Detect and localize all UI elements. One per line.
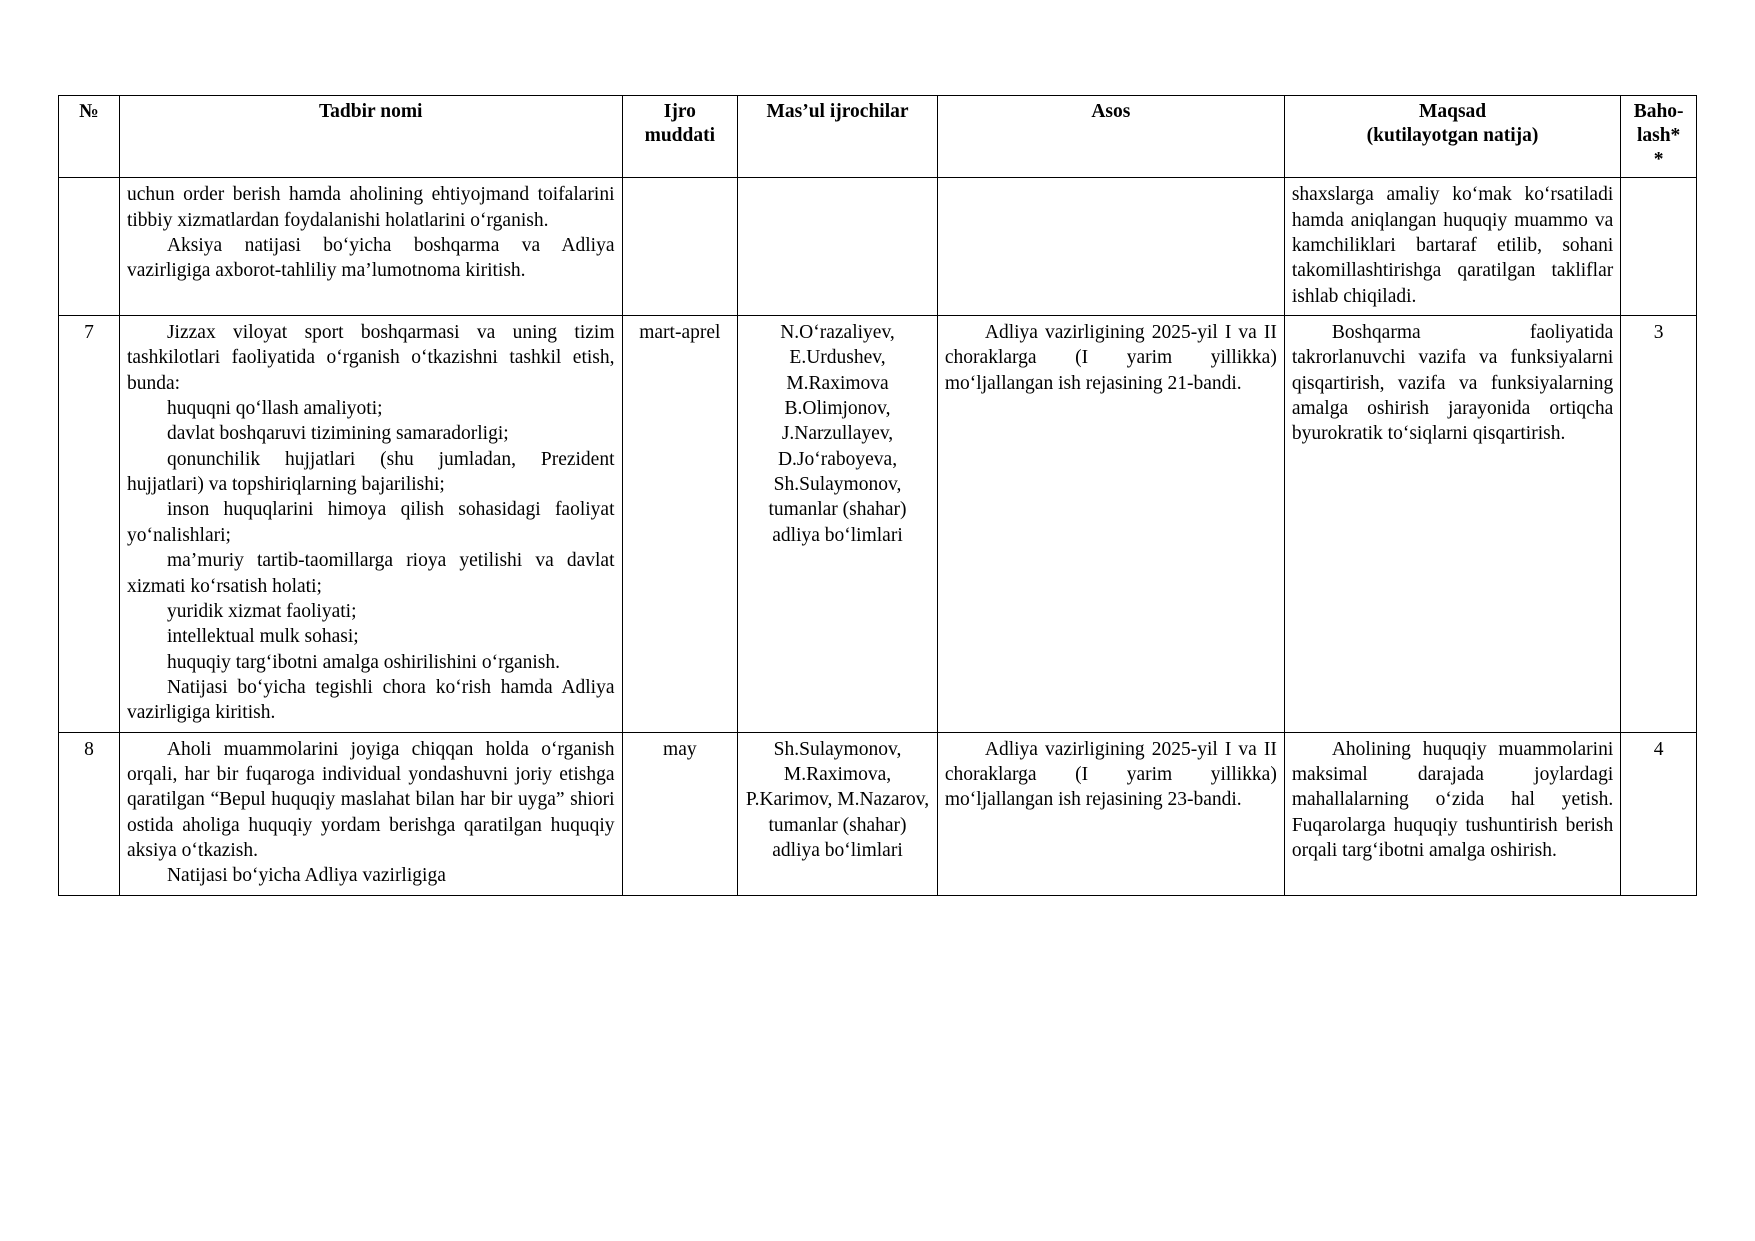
measure-paragraph: Jizzax viloyat sport boshqarmasi va uning tizim tashkilotlari faoliyatida o‘rganish o‘tkazishni tashkil etish, bunda:	[126, 322, 615, 394]
cell-executors: N.O‘razaliyev, E.Urdushev, M.Raximova B.Olimjonov, J.Narzullayev, D.Jo‘raboyeva, Sh.Sulaymonov, tumanlar (shahar) adliya bo‘limlari	[738, 316, 938, 733]
cell-deadline: may	[622, 732, 738, 895]
measure-paragraph: davlat boshqaruvi tizimining samaradorligi;	[166, 423, 509, 445]
measure-paragraph: Natijasi bo‘yicha Adliya vazirligiga	[166, 865, 446, 887]
action-plan-table	[58, 95, 1697, 896]
cell-deadline: mart-aprel	[622, 316, 738, 733]
measure-paragraph: Natijasi bo‘yicha tegishli chora ko‘rish hamda Adliya vazirligiga kiritish.	[126, 676, 615, 724]
cell-score: 4	[1621, 732, 1697, 895]
column-header-number: №	[59, 96, 120, 178]
measure-paragraph: Aksiya natijasi bo‘yicha boshqarma va Adliya vazirligiga axborot-tahliliy ma’lumotnoma kiritish.	[126, 235, 615, 282]
cell-goal	[1284, 316, 1620, 733]
cell-measure-name	[119, 732, 622, 895]
column-header-executors: Mas’ul ijrochilar	[738, 96, 938, 178]
goal-paragraph: shaxslarga amaliy ko‘mak ko‘rsatiladi hamda aniqlangan huquqiy muammo va kamchiliklari bartaraf etilib, sohani takomillashtirishga qaratilgan takliflar ishlab chiqiladi.	[1291, 184, 1614, 307]
cell-executors	[738, 178, 938, 316]
column-header-deadline-line2: muddati	[644, 124, 716, 146]
table-body	[59, 178, 1697, 895]
measure-paragraph: Aholi muammolarini joyiga chiqqan holda o‘rganish orqali, har bir fuqaroga individual yondashuvni joriy etishga qaratilgan “Bepul huquqiy maslahat bilan har bir uyga” shiori ostida aholiga huquqiy yordam berishga qaratilgan huquqiy aksiya o‘tkazish.	[126, 738, 615, 861]
measure-paragraph: inson huquqlarini himoya qilish sohasidagi faoliyat yo‘nalishlari;	[126, 499, 615, 546]
column-header-deadline-line1: Ijro	[663, 101, 696, 122]
cell-deadline	[622, 178, 738, 316]
cell-executors: Sh.Sulaymonov, M.Raximova, P.Karimov, M.Nazarov, tumanlar (shahar) adliya bo‘limlari	[738, 732, 938, 895]
cell-basis: Adliya vazirligining 2025-yil I va II choraklarga (I yarim yillikka) mo‘ljallangan ish rejasining 23-bandi.	[937, 732, 1284, 895]
column-header-goal-line1: Maqsad	[1418, 101, 1487, 122]
column-header-goal-line2: (kutilayotgan natija)	[1366, 124, 1539, 146]
cell-measure-name	[119, 316, 622, 733]
measure-paragraph: yuridik xizmat faoliyati;	[166, 600, 357, 622]
table-row	[59, 178, 1697, 316]
measure-paragraph: qonunchilik hujjatlari (shu jumladan, Prezident hujjatlari) va topshiriqlarning bajarilishi;	[126, 448, 615, 496]
measure-paragraph: huquqni qo‘llash amaliyoti;	[166, 398, 383, 420]
cell-number: 8	[59, 732, 120, 895]
measure-paragraph: uchun order berish hamda aholining ehtiyojmand toifalarini tibbiy xizmatlardan foydalanishi holatlarini o‘rganish.	[126, 184, 615, 231]
column-header-measure-name: Tadbir nomi	[119, 96, 622, 178]
cell-goal	[1284, 178, 1620, 316]
measure-paragraph: huquqiy targ‘ibotni amalga oshirilishini o‘rganish.	[166, 651, 560, 673]
cell-score: 3	[1621, 316, 1697, 733]
column-header-goal	[1284, 96, 1620, 178]
column-header-score	[1621, 96, 1697, 178]
cell-number	[59, 178, 120, 316]
goal-paragraph: Boshqarma faoliyatida takrorlanuvchi vazifa va funksiyalarni qisqartirish, vazifa va funksiyalarning amalga oshirish jarayonida ortiqcha byurokratik to‘siqlarni qisqartirish.	[1291, 322, 1614, 445]
column-header-deadline	[622, 96, 738, 178]
cell-score	[1621, 178, 1697, 316]
table-row	[59, 732, 1697, 895]
cell-number: 7	[59, 316, 120, 733]
measure-paragraph: ma’muriy tartib-taomillarga rioya yetilishi va davlat xizmati ko‘rsatish holati;	[126, 550, 615, 597]
cell-basis	[937, 178, 1284, 316]
cell-measure-name	[119, 178, 622, 316]
goal-paragraph: Aholining huquqiy muammolarini maksimal darajada joylardagi mahallalarning o‘zida hal yetish. Fuqarolarga huquqiy tushuntirish berish orqali targ‘ibotni amalga oshirish.	[1291, 738, 1614, 861]
cell-basis: Adliya vazirligining 2025-yil I va II choraklarga (I yarim yillikka) mo‘ljallangan ish rejasining 21-bandi.	[937, 316, 1284, 733]
column-header-score-line3: *	[1653, 148, 1664, 170]
column-header-basis: Asos	[937, 96, 1284, 178]
table-header-row	[59, 96, 1697, 178]
column-header-score-line2: lash*	[1636, 124, 1681, 146]
measure-paragraph: intellektual mulk sohasi;	[166, 626, 359, 648]
cell-goal	[1284, 732, 1620, 895]
column-header-score-line1: Baho-	[1633, 101, 1684, 122]
table-row	[59, 316, 1697, 733]
